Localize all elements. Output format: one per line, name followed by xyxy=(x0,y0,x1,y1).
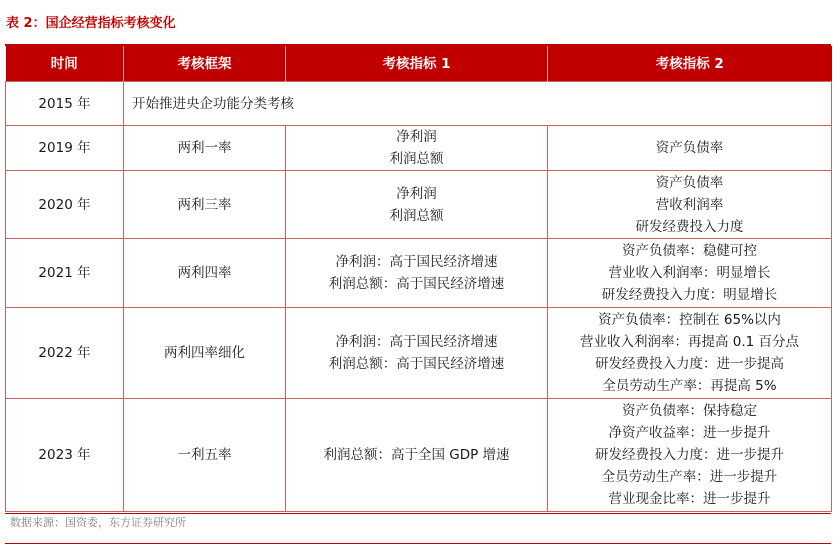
cell-time: 2019 年 xyxy=(6,126,124,171)
indicator-line: 研发经费投入力度：进一步提高 xyxy=(595,356,784,372)
cell-indicator-1 xyxy=(286,239,548,308)
header-framework: 考核框架 xyxy=(124,46,286,82)
source-note: 数据来源：国资委，东方证券研究所 xyxy=(10,516,186,529)
cell-framework: 一利五率 xyxy=(124,399,286,512)
indicator-line: 净利润 xyxy=(396,129,437,145)
cell-indicator-2 xyxy=(548,399,832,512)
indicator-line: 资产负债率：保持稳定 xyxy=(622,403,757,419)
indicator-line: 利润总额 xyxy=(389,151,444,167)
indicator-line: 利润总额：高于全国 GDP 增速 xyxy=(323,447,510,463)
footer-rule xyxy=(5,513,831,514)
indicator-line: 利润总额 xyxy=(389,207,444,224)
table-row xyxy=(6,171,832,239)
indicator-line: 营业现金比率：进一步提升 xyxy=(608,491,771,507)
indicator-line: 研发经费投入力度 xyxy=(635,218,744,235)
cell-time: 2020 年 xyxy=(6,171,124,239)
indicator-line: 利润总额：高于国民经济增速 xyxy=(328,356,505,372)
cell-time: 2015 年 xyxy=(6,82,124,126)
indicator-line: 全员劳动生产率：进一步提升 xyxy=(601,469,778,485)
cell-time: 2022 年 xyxy=(6,308,124,399)
indicator-line: 营收利润率 xyxy=(655,196,724,213)
cell-indicator-2 xyxy=(548,239,832,308)
indicator-line: 营业收入利润率：明显增长 xyxy=(608,265,771,281)
indicator-line: 资产负债率：稳健可控 xyxy=(622,243,757,259)
header-indicator-2: 考核指标 2 xyxy=(548,46,832,82)
indicator-table xyxy=(5,46,832,512)
header-row xyxy=(6,46,832,82)
indicator-line: 研发经费投入力度：进一步提升 xyxy=(595,447,784,463)
indicator-line: 净利润 xyxy=(396,185,437,202)
cell-framework: 两利三率 xyxy=(124,171,286,239)
cell-indicator-1 xyxy=(286,399,548,512)
cell-indicator-2 xyxy=(548,126,832,171)
indicator-line: 资产负债率 xyxy=(655,174,724,191)
indicator-line: 净利润：高于国民经济增速 xyxy=(335,254,498,270)
indicator-line: 资产负债率 xyxy=(655,140,724,156)
cell-time: 2023 年 xyxy=(6,399,124,512)
indicator-line: 净资产收益率：进一步提升 xyxy=(608,425,771,441)
cell-framework: 两利四率 xyxy=(124,239,286,308)
cell-indicator-2 xyxy=(548,308,832,399)
indicator-line: 净利润：高于国民经济增速 xyxy=(335,334,498,350)
cell-indicator-1 xyxy=(286,308,548,399)
indicator-line: 资产负债率：控制在 65%以内 xyxy=(598,312,781,328)
cell-indicator-2 xyxy=(548,171,832,239)
table-row xyxy=(6,308,832,399)
cell-framework: 两利四率细化 xyxy=(124,308,286,399)
indicator-line: 营业收入利润率：再提高 0.1 百分点 xyxy=(579,334,800,350)
header-time: 时间 xyxy=(6,46,124,82)
indicator-line: 全员劳动生产率：再提高 5% xyxy=(602,378,777,394)
cell-framework: 两利一率 xyxy=(124,126,286,171)
bottom-rule xyxy=(5,543,831,544)
indicator-line: 研发经费投入力度：明显增长 xyxy=(601,287,778,303)
table-row xyxy=(6,239,832,308)
cell-indicator-1 xyxy=(286,126,548,171)
cell-merged-note: 开始推进央企功能分类考核 xyxy=(124,82,832,126)
cell-time: 2021 年 xyxy=(6,239,124,308)
table-row xyxy=(6,82,832,126)
table-row xyxy=(6,399,832,512)
header-indicator-1: 考核指标 1 xyxy=(286,46,548,82)
table-title: 表 2：国企经营指标考核变化 xyxy=(6,16,176,31)
table-row xyxy=(6,126,832,171)
indicator-line: 利润总额：高于国民经济增速 xyxy=(328,276,505,292)
cell-indicator-1 xyxy=(286,171,548,239)
